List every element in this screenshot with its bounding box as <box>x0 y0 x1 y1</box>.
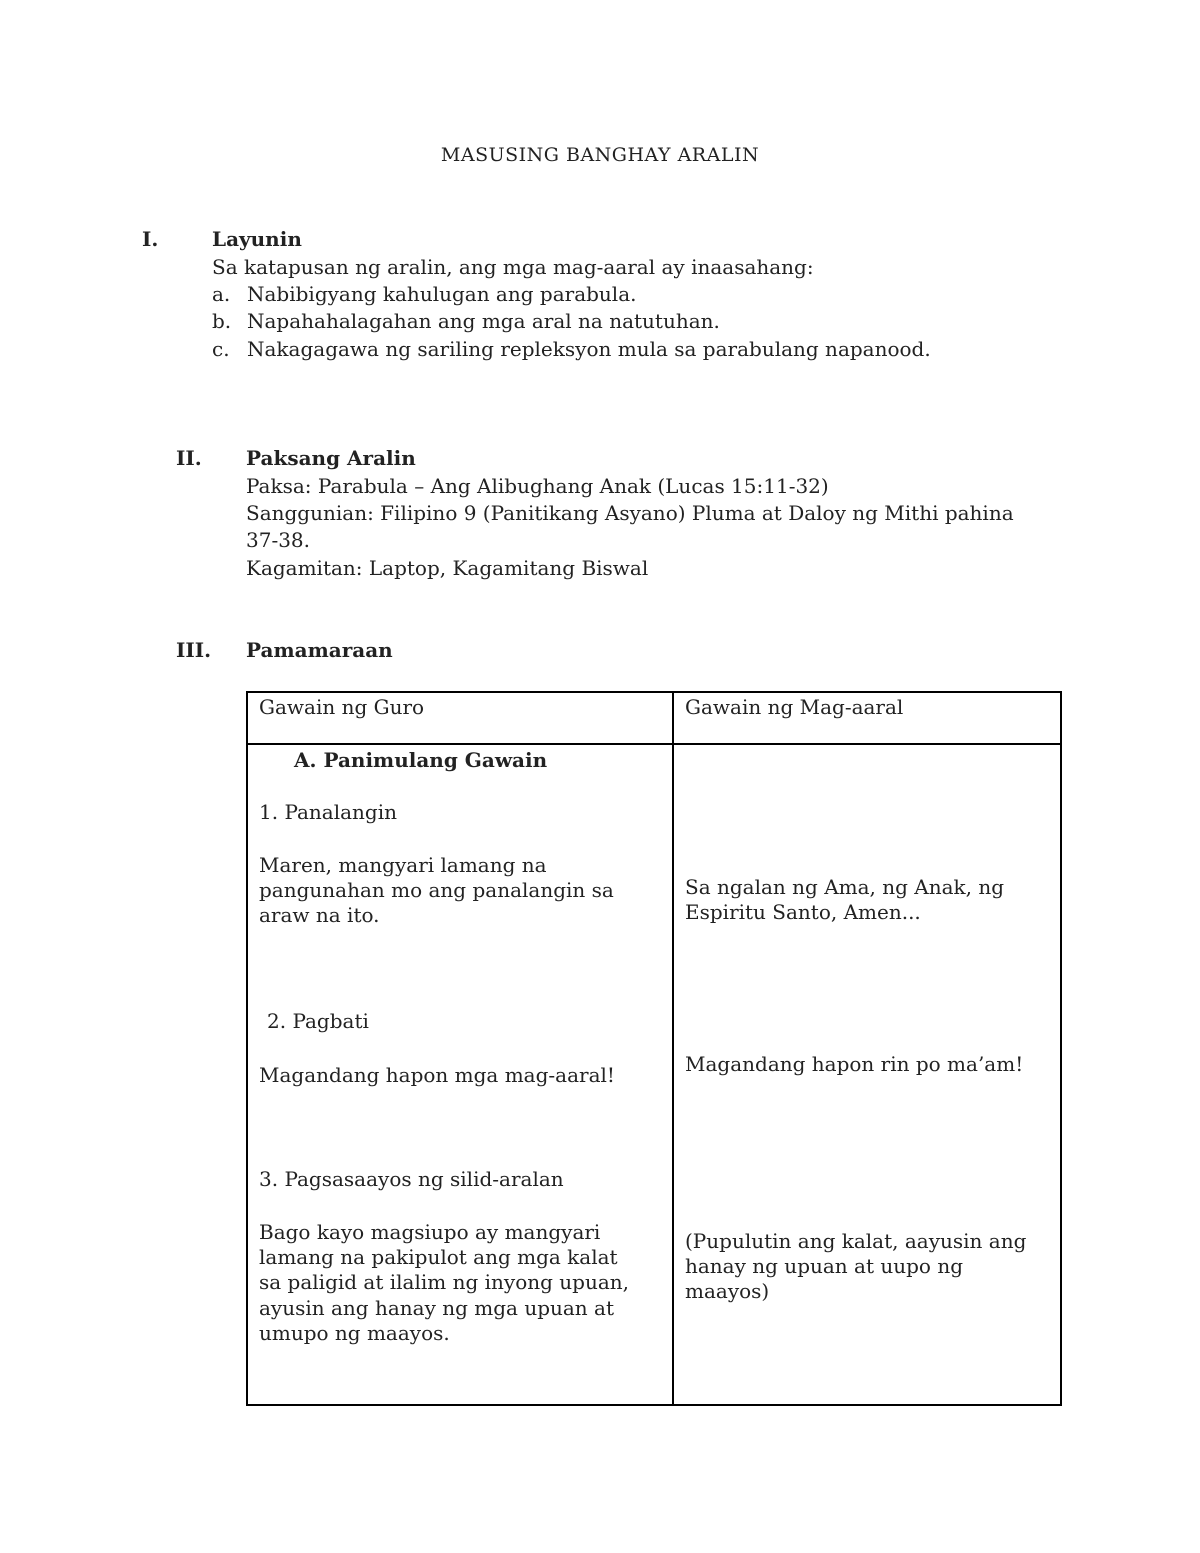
step-2-title: 2. Pagbati <box>267 1009 369 1033</box>
step-1-title: 1. Panalangin <box>259 800 398 824</box>
procedure-table <box>246 691 1062 1406</box>
step-1-guro-line-2: pangunahan mo ang panalangin sa <box>259 878 614 902</box>
sanggunian-line-2: 37-38. <box>246 528 311 552</box>
objective-text-a: Nabibigyang kahulugan ang parabula. <box>247 282 637 306</box>
table-header-row <box>247 692 1061 744</box>
part-a-heading: A. Panimulang Gawain <box>294 748 548 772</box>
step-2-mag-aaral-line: Magandang hapon rin po ma’am! <box>685 1052 1024 1076</box>
step-3-guro-line-4: ayusin ang hanay ng mga upuan at <box>259 1296 615 1320</box>
header-cell-guro <box>247 692 673 744</box>
section-1-heading: Layunin <box>212 227 302 251</box>
header-cell-mag-aaral <box>673 692 1061 744</box>
objective-letter-b: b. <box>212 309 232 333</box>
step-1-guro-line-1: Maren, mangyari lamang na <box>259 853 547 877</box>
section-1-numeral: I. <box>142 227 159 251</box>
step-3-guro-line-5: umupo ng maayos. <box>259 1321 450 1345</box>
step-3-guro-line-3: sa paligid at ilalim ng inyong upuan, <box>259 1270 629 1294</box>
step-1-guro-line-3: araw na ito. <box>259 903 380 927</box>
sanggunian-line-1: Sanggunian: Filipino 9 (Panitikang Asyano) Pluma at Daloy ng Mithi pahina <box>246 501 1014 525</box>
step-3-title: 3. Pagsasaayos ng silid-aralan <box>259 1167 564 1191</box>
step-3-mag-aaral-line-1: (Pupulutin ang kalat, aayusin ang <box>685 1229 1027 1253</box>
step-2-guro-line: Magandang hapon mga mag-aaral! <box>259 1063 615 1087</box>
section-2-numeral: II. <box>176 446 202 470</box>
objectives-intro: Sa katapusan ng aralin, ang mga mag-aaral ay inaasahang: <box>212 255 814 279</box>
table-body-row <box>247 744 1061 1405</box>
guro-cell <box>247 744 673 1405</box>
objective-text-c: Nakagagawa ng sariling repleksyon mula sa parabulang napanood. <box>247 337 931 361</box>
objective-letter-c: c. <box>212 337 230 361</box>
mag-aaral-cell <box>673 744 1061 1405</box>
section-3-heading: Pamamaraan <box>246 638 393 662</box>
step-1-mag-aaral-line-2: Espiritu Santo, Amen... <box>685 900 921 924</box>
objective-letter-a: a. <box>212 282 231 306</box>
header-guro-label: Gawain ng Guro <box>259 695 425 719</box>
step-3-guro-line-2: lamang na pakipulot ang mga kalat <box>259 1245 618 1269</box>
step-3-mag-aaral-line-2: hanay ng upuan at uupo ng <box>685 1254 963 1278</box>
objective-text-b: Napahahalagahan ang mga aral na natutuhan. <box>247 309 720 333</box>
header-mag-aaral-label: Gawain ng Mag-aaral <box>685 695 904 719</box>
step-1-mag-aaral-line-1: Sa ngalan ng Ama, ng Anak, ng <box>685 875 1005 899</box>
kagamitan-line: Kagamitan: Laptop, Kagamitang Biswal <box>246 556 649 580</box>
section-3-numeral: III. <box>176 638 212 662</box>
document-title: MASUSING BANGHAY ARALIN <box>440 144 760 166</box>
step-3-guro-line-1: Bago kayo magsiupo ay mangyari <box>259 1220 601 1244</box>
section-2-heading: Paksang Aralin <box>246 446 416 470</box>
step-3-mag-aaral-line-3: maayos) <box>685 1279 770 1303</box>
paksa-line: Paksa: Parabula – Ang Alibughang Anak (Lucas 15:11-32) <box>246 474 829 498</box>
